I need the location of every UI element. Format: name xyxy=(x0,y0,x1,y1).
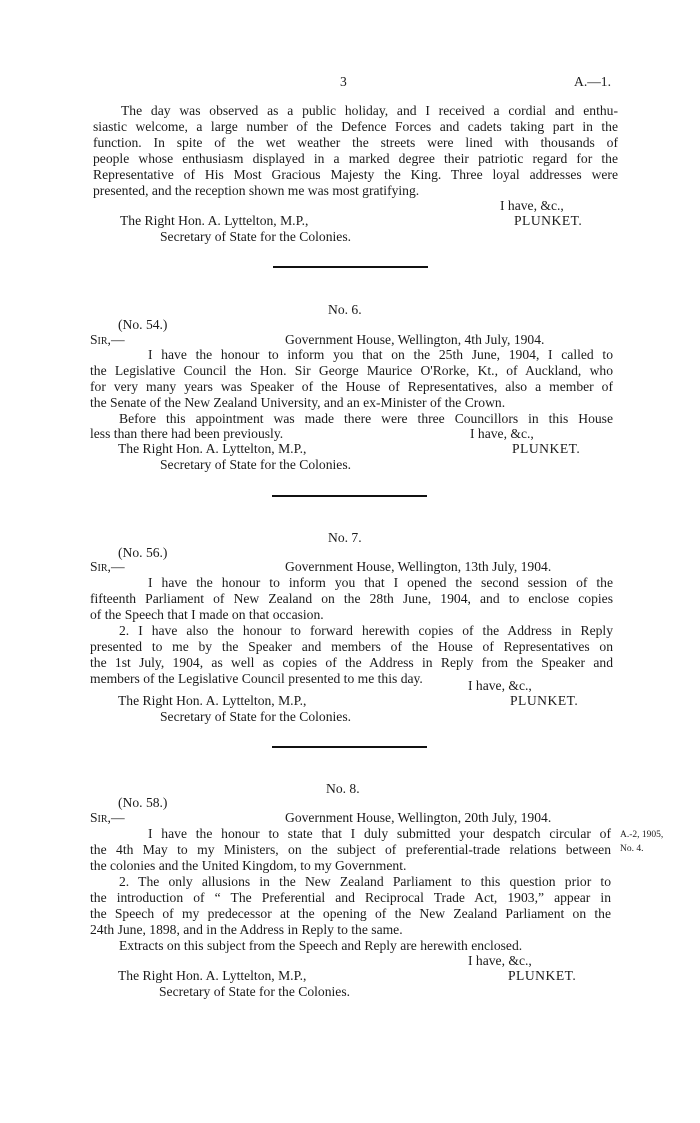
signature: PLUNKET. xyxy=(514,213,583,228)
body-line: Representative of His Most Gracious Majesty the King. Three loyal addresses were xyxy=(93,167,618,182)
signature: PLUNKET. xyxy=(510,693,579,708)
closing: I have, &c., xyxy=(500,198,564,213)
body-line: fifteenth Parliament of New Zealand on the 28th June, 1904, and to enclose copies xyxy=(90,591,613,606)
letter-heading: No. 6. xyxy=(328,302,362,317)
body-line: the 4th May to my Ministers, on the subject of preferential-trade relations between xyxy=(90,842,611,857)
dateline: Government House, Wellington, 20th July, 1904. xyxy=(285,810,552,825)
letter-heading: No. 8. xyxy=(326,781,360,796)
addressee: The Right Hon. A. Lyttelton, M.P., xyxy=(118,968,307,983)
signature: PLUNKET. xyxy=(508,968,577,983)
addressee-title: Secretary of State for the Colonies. xyxy=(160,229,352,244)
body-line: for very many years was Speaker of the House of Representatives, also a member of xyxy=(90,379,613,394)
body-line: presented to me by the Speaker and members of the House of Representatives on xyxy=(90,639,613,654)
body-line: siastic welcome, a large number of the Defence Forces and cadets taking part in the xyxy=(93,119,618,134)
margin-note: A.-2, 1905, xyxy=(620,830,664,840)
signature: PLUNKET. xyxy=(512,441,581,456)
section-divider xyxy=(272,495,427,497)
salutation: Sir,— xyxy=(90,810,125,825)
body-line: 24th June, 1898, and in the Address in Reply to the same. xyxy=(90,922,403,937)
body-line: Extracts on this subject from the Speech and Reply are herewith enclosed. xyxy=(119,938,523,953)
body-line: 2. I have also the honour to forward herewith copies of the Address in Reply xyxy=(119,623,613,638)
body-line: I have the honour to inform you that on the 25th June, 1904, I called to xyxy=(148,347,613,362)
closing: I have, &c., xyxy=(468,678,532,693)
body-line: less than there had been previously. xyxy=(90,426,284,441)
section-divider xyxy=(272,746,427,748)
body-line: presented, and the reception shown me was most gratifying. xyxy=(93,183,420,198)
body-line: Before this appointment was made there were three Councillors in this House xyxy=(119,411,613,426)
margin-note: No. 4. xyxy=(620,844,644,854)
body-line: the introduction of “ The Preferential and Reciprocal Trade Act, 1903,” appear in xyxy=(90,890,611,905)
body-line: the Senate of the New Zealand University, and an ex-Minister of the Crown. xyxy=(90,395,506,410)
salutation: Sir,— xyxy=(90,559,125,574)
body-line: 2. The only allusions in the New Zealand Parliament to this question prior to xyxy=(119,874,611,889)
section-divider xyxy=(273,266,428,268)
body-line: I have the honour to inform you that I opened the second session of the xyxy=(148,575,613,590)
addressee-title: Secretary of State for the Colonies. xyxy=(160,457,352,472)
body-line: people whose enthusiasm displayed in a marked degree their patriotic regard for the xyxy=(93,151,618,166)
addressee: The Right Hon. A. Lyttelton, M.P., xyxy=(118,441,307,456)
body-line: I have the honour to state that I duly submitted your despatch circular of xyxy=(148,826,611,841)
addressee-title: Secretary of State for the Colonies. xyxy=(160,709,352,724)
letter-number: (No. 56.) xyxy=(118,545,168,560)
dateline: Government House, Wellington, 13th July, 1904. xyxy=(285,559,552,574)
page-number: 3 xyxy=(340,74,347,89)
body-line: the colonies and the United Kingdom, to my Government. xyxy=(90,858,407,873)
dateline: Government House, Wellington, 4th July, 1904. xyxy=(285,332,545,347)
letter-heading: No. 7. xyxy=(328,530,362,545)
salutation: Sir,— xyxy=(90,332,125,347)
page-reference: A.—1. xyxy=(574,74,612,89)
body-line: The day was observed as a public holiday, and I received a cordial and enthu- xyxy=(121,103,618,118)
closing: I have, &c., xyxy=(468,953,532,968)
body-line: the 1st July, 1904, as well as copies of the Address in Reply from the Speaker and xyxy=(90,655,613,670)
addressee: The Right Hon. A. Lyttelton, M.P., xyxy=(118,693,307,708)
body-line: members of the Legislative Council presented to me this day. xyxy=(90,671,423,686)
addressee: The Right Hon. A. Lyttelton, M.P., xyxy=(120,213,309,228)
closing: I have, &c., xyxy=(470,426,534,441)
letter-number: (No. 58.) xyxy=(118,795,168,810)
body-line: the Speech of my predecessor at the opening of the New Zealand Parliament on the xyxy=(90,906,611,921)
body-line: of the Speech that I made on that occasion. xyxy=(90,607,324,622)
letter-number: (No. 54.) xyxy=(118,317,168,332)
addressee-title: Secretary of State for the Colonies. xyxy=(159,984,351,999)
body-line: function. In spite of the wet weather the streets were lined with thousands of xyxy=(93,135,618,150)
body-line: the Legislative Council the Hon. Sir George Maurice O'Rorke, Kt., of Auckland, who xyxy=(90,363,613,378)
